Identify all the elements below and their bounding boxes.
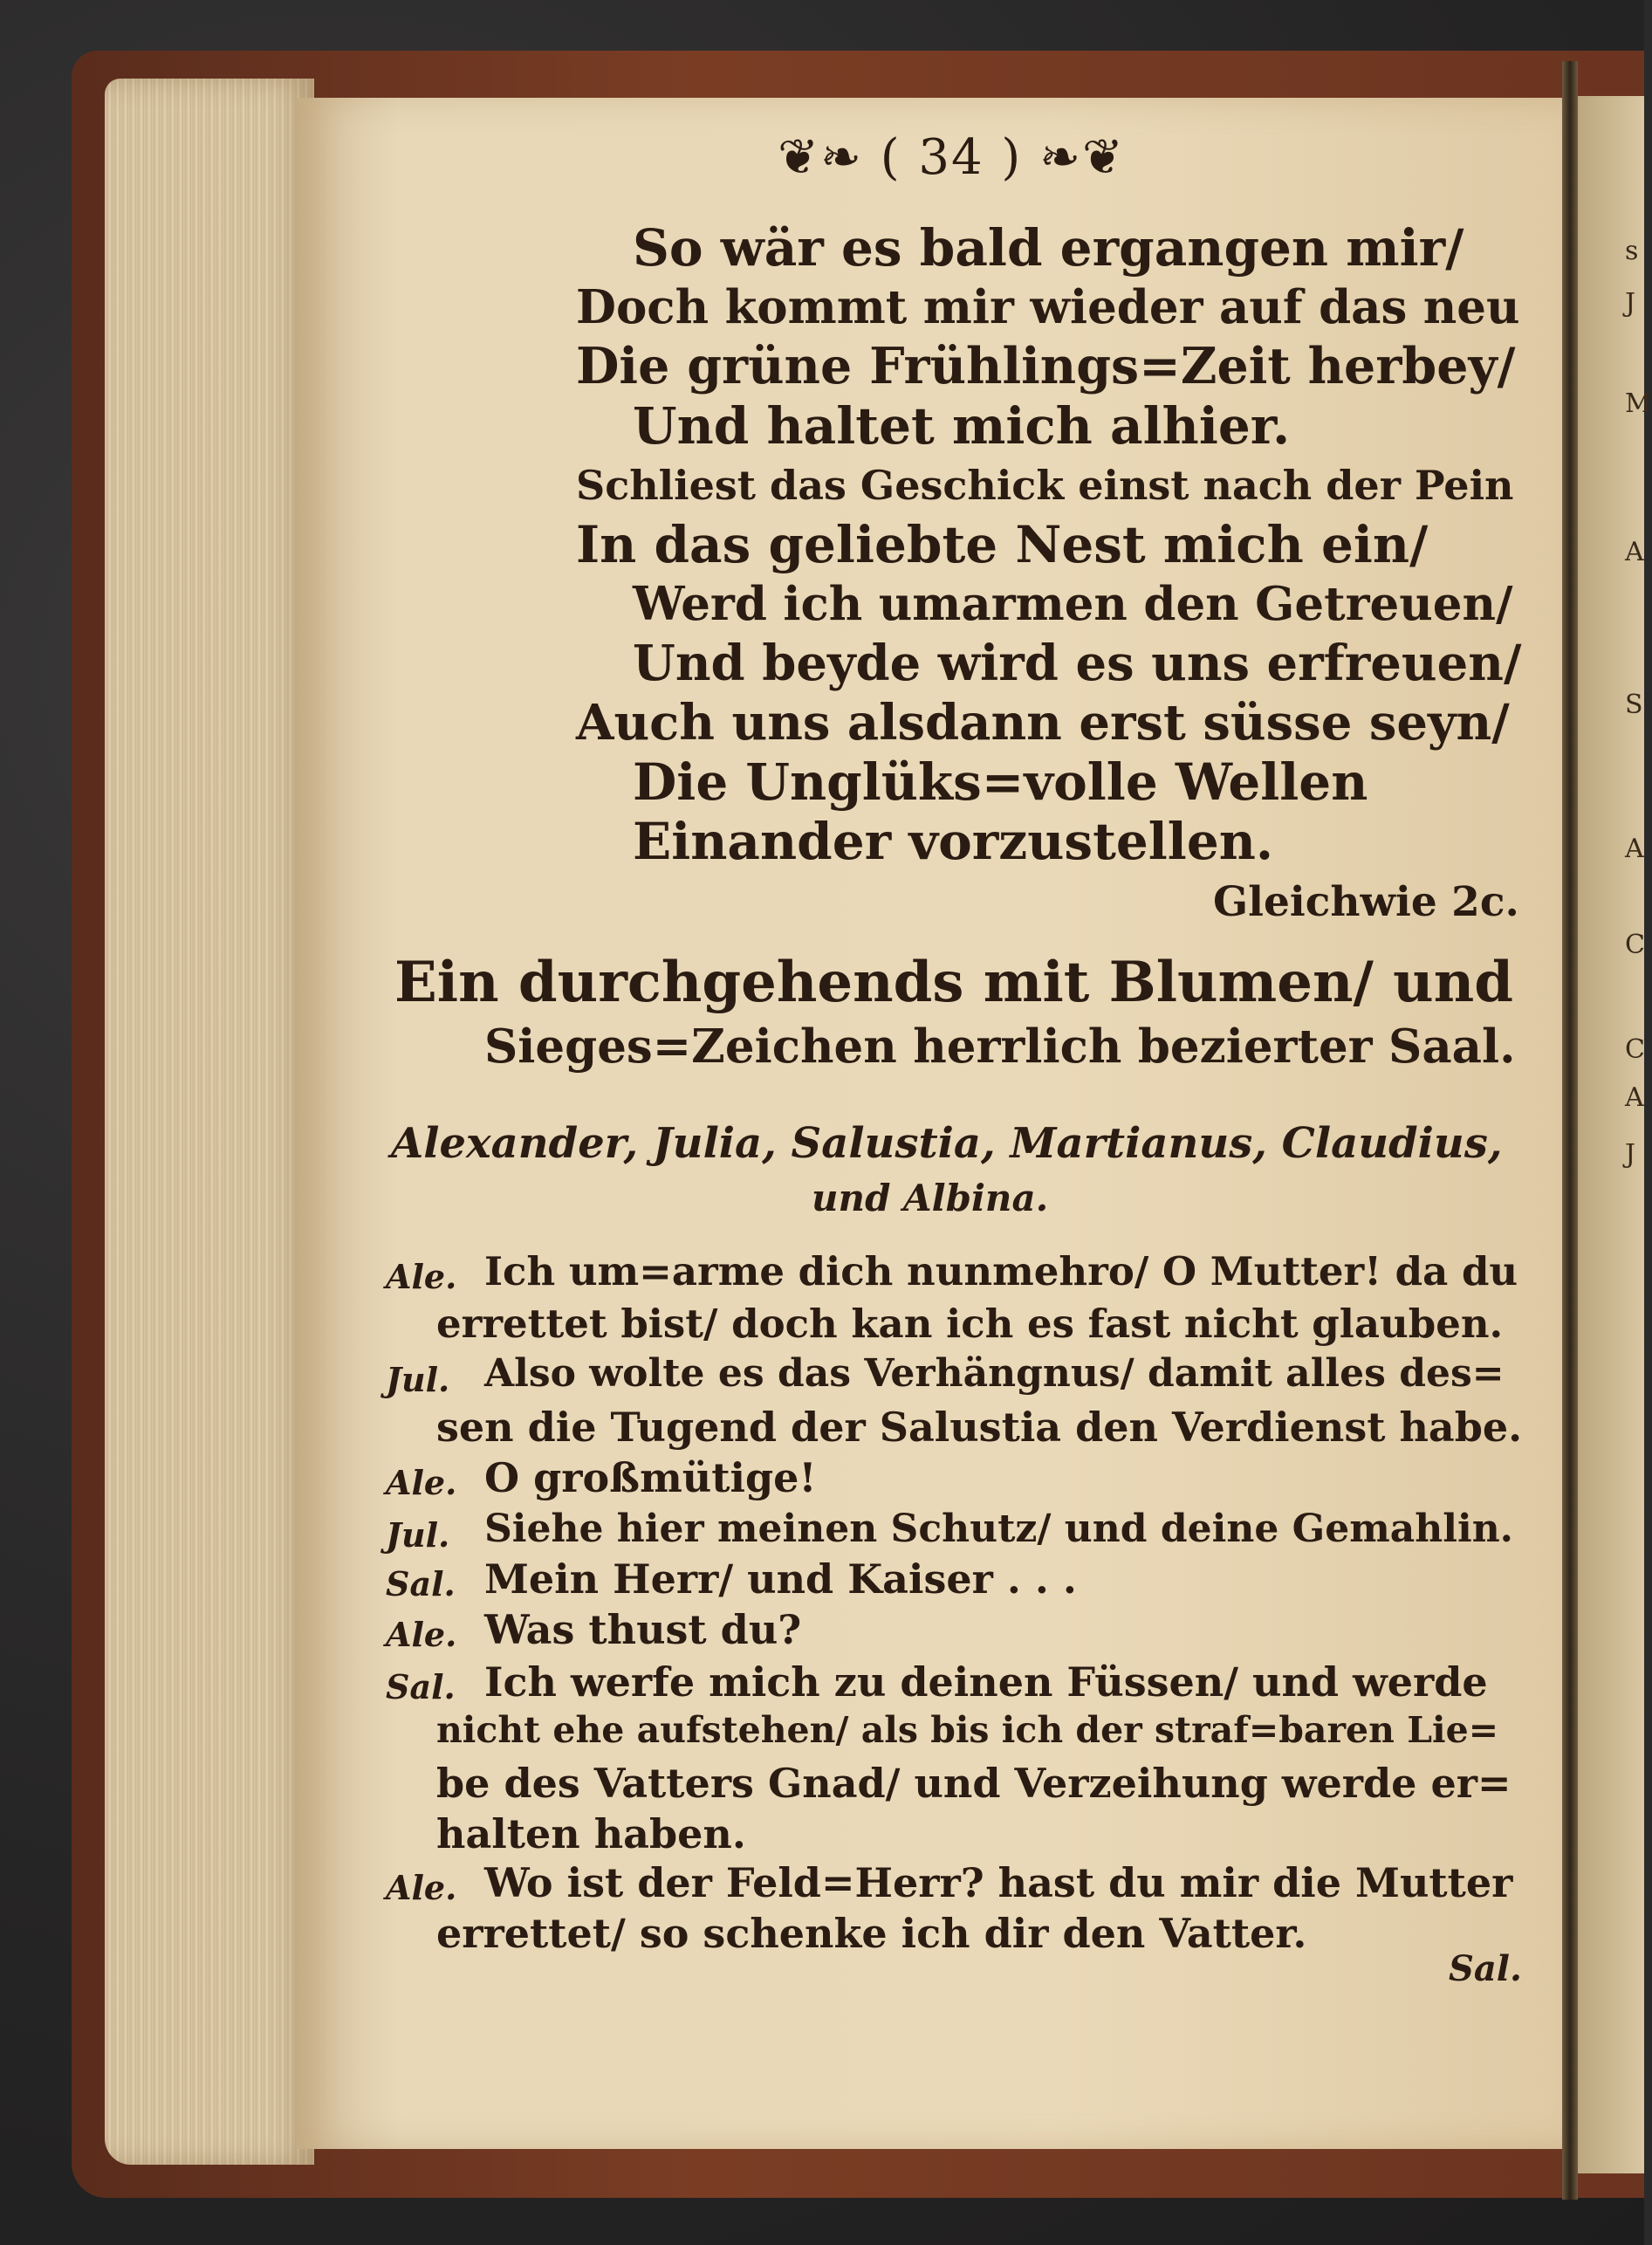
dialogue-line: Was thust du? bbox=[484, 1606, 802, 1653]
verse-line: Die grüne Frühlings=Zeit herbey/ bbox=[576, 337, 1516, 395]
dialogue-line: nicht ehe aufstehen/ als bis ich der straf=baren Lie= bbox=[436, 1709, 1499, 1751]
verse-line: Auch uns alsdann erst süsse seyn/ bbox=[576, 694, 1510, 752]
dialogue-line: Mein Herr/ und Kaiser . . . bbox=[484, 1555, 1077, 1603]
next-page-letter: J bbox=[1625, 288, 1636, 319]
verse-line: Die Unglüks=volle Wellen bbox=[633, 752, 1368, 812]
cast-list: Alexander, Julia, Salustia, Martianus, Claudius, bbox=[391, 1119, 1503, 1168]
verse-line: Und haltet mich alhier. bbox=[633, 396, 1291, 456]
verse-line: Doch kommt mir wieder auf das neu bbox=[576, 280, 1520, 334]
next-page-letter: M bbox=[1625, 388, 1652, 419]
speaker-label: Sal. bbox=[386, 1667, 456, 1706]
ornament-left-icon: ❦❧ bbox=[778, 129, 863, 186]
page-number: ( 34 ) bbox=[880, 129, 1023, 186]
scene-heading: Ein durchgehends mit Blumen/ und bbox=[394, 950, 1513, 1015]
dialogue-line: sen die Tugend der Salustia den Verdienst habe. bbox=[436, 1404, 1523, 1451]
dialogue-line: errettet bist/ doch kan ich es fast nicht glauben. bbox=[436, 1301, 1504, 1347]
dialogue-line: Ich werfe mich zu deinen Füssen/ und werde bbox=[484, 1658, 1488, 1706]
verse-line: Einander vorzustellen. bbox=[633, 812, 1274, 871]
dialogue-line: halten haben. bbox=[436, 1810, 746, 1857]
refrain: Gleichwie 2c. bbox=[1213, 878, 1519, 926]
next-page-letter: s bbox=[1625, 236, 1639, 266]
next-page-letter: S bbox=[1625, 690, 1643, 720]
next-page-letter: A bbox=[1625, 834, 1644, 864]
scene-heading-subline: Sieges=Zeichen herrlich bezierter Saal. bbox=[484, 1020, 1516, 1074]
next-page-letter: A bbox=[1625, 537, 1644, 567]
speaker-label: Ale. bbox=[386, 1868, 457, 1907]
dialogue-line: Siehe hier meinen Schutz/ und deine Gemahlin. bbox=[484, 1507, 1513, 1551]
next-page-letter: C bbox=[1625, 930, 1645, 960]
speaker-label: Sal. bbox=[386, 1564, 456, 1603]
speaker-label: Ale. bbox=[386, 1257, 457, 1296]
next-page-letter: C bbox=[1625, 1034, 1645, 1065]
catchword: Sal. bbox=[1449, 1948, 1522, 1989]
verse-line: Werd ich umarmen den Getreuen/ bbox=[633, 577, 1513, 631]
speaker-label: Ale. bbox=[386, 1615, 457, 1654]
dialogue-line: Also wolte es das Verhängnus/ damit alles des= bbox=[484, 1351, 1505, 1396]
verse-line: Und beyde wird es uns erfreuen/ bbox=[633, 635, 1522, 692]
dialogue-line: be des Vatters Gnad/ und Verzeihung werde er= bbox=[436, 1760, 1511, 1807]
speaker-label: Jul. bbox=[386, 1360, 450, 1399]
verse-line: In das geliebte Nest mich ein/ bbox=[576, 515, 1429, 574]
dialogue-line: errettet/ so schenke ich dir den Vatter. bbox=[436, 1910, 1307, 1957]
next-page-letter: A bbox=[1625, 1082, 1644, 1113]
verse-line: Schliest das Geschick einst nach der Pein bbox=[576, 462, 1514, 509]
dialogue-line: Wo ist der Feld=Herr? hast du mir die Mutter bbox=[484, 1859, 1513, 1906]
next-page-letter: J bbox=[1625, 1139, 1636, 1170]
verse-line: So wär es bald ergangen mir/ bbox=[633, 218, 1464, 278]
cast-list-continuation: und Albina. bbox=[812, 1177, 1049, 1219]
ornament-right-icon: ❧❦ bbox=[1039, 129, 1125, 186]
dialogue-line: Ich um=arme dich nunmehro/ O Mutter! da du bbox=[484, 1248, 1518, 1294]
dialogue-line: O großmütige! bbox=[484, 1454, 817, 1501]
page-header bbox=[716, 129, 1187, 186]
speaker-label: Jul. bbox=[386, 1515, 450, 1555]
speaker-label: Ale. bbox=[386, 1463, 457, 1502]
